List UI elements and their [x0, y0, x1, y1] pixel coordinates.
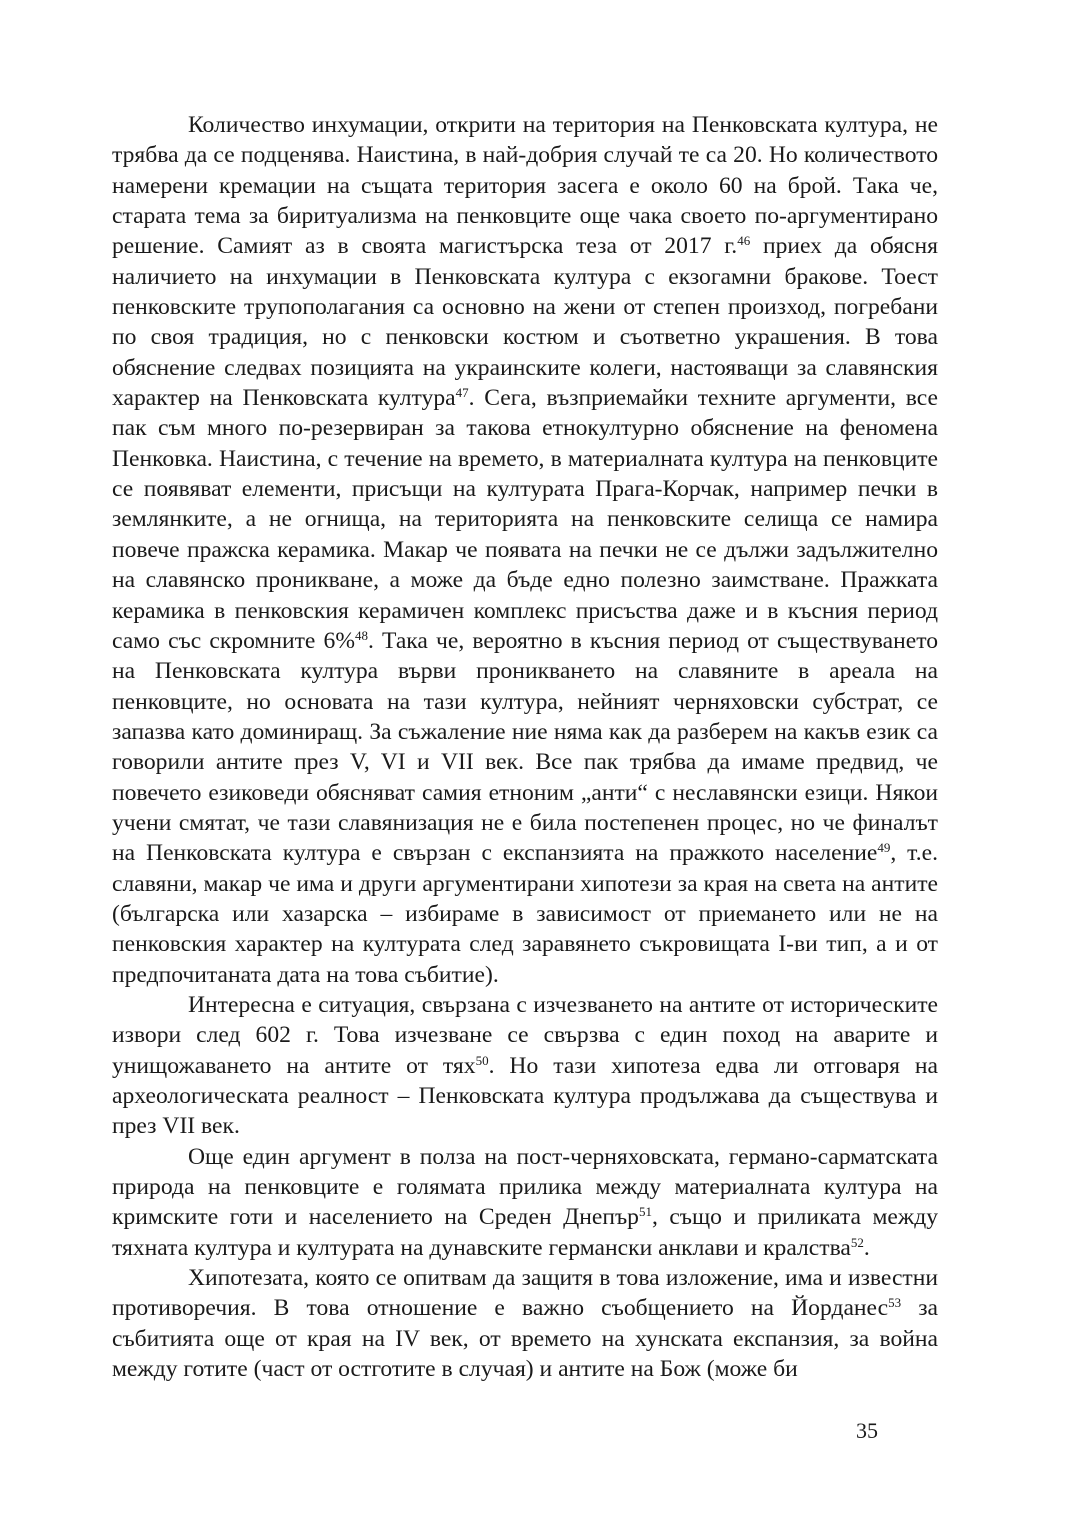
- text-run: Интересна е ситуация, свързана с изчезването на антите от историческите извори след 602 г. Това изчезване се свързва с един поход на аварите и унищожаването на антите от тях: [112, 991, 938, 1079]
- text-run: . Така че, вероятно в късния период от съществуването на Пенковската култура върви проникването на славяните в ареала на пенковците, но основата на тази култура, нейният черняховски субстрат, се запазва като доминиращ. За съжаление ние няма как да разберем на какъв език са говорили антите през V, VI и VII век. Все пак трябва да имаме предвид, че повечето езиковеди обясняват самия етноним „анти“ с неславянски езици. Някои учени смятат, че тази славянизация не е била постепенен процес, но че финалът на Пенковската култура е свързан с експанзията на пражкото население: [112, 627, 938, 867]
- footnote-ref: 50: [475, 1052, 489, 1068]
- text-run: .: [863, 1234, 870, 1261]
- text-run: . Сега, възприемайки техните аргументи, все пак съм много по-резервиран за такова етнокултурно обяснение на феномена Пенковка. Наистина, с течение на времето, в материалната култура на пенковците се появяват елементи, присъщи на културата Прага-Корчак, например печки в землянките, а не огнища, на територията на пенковските селища се намира повече пражска керамика. Макар че появата на печки не се дължи задължително на славянско проникване, а може да бъде едно полезно заимстване. Пражката керамика в пенковския керамичен комплекс присъства даже и в късния период само със скромните 6%: [112, 385, 938, 654]
- paragraph-4: [112, 1263, 938, 1384]
- footnote-ref: 48: [354, 627, 368, 643]
- footnote-ref: 47: [455, 385, 469, 401]
- footnote-ref: 53: [888, 1295, 902, 1311]
- text-run: , също и приликата между тяхната култура и културата на дунавските германски анклави и кралства: [112, 1204, 939, 1261]
- footnote-ref: 49: [877, 840, 891, 856]
- paragraph-3: [112, 1142, 938, 1263]
- page-number: 35: [856, 1418, 878, 1443]
- text-run: Хипотезата, която се опитвам да защитя в това изложение, има и известни противоречия. В това отношение е важно съобщението на Йорданес: [112, 1265, 938, 1322]
- page-body: [112, 110, 938, 1384]
- footnote-ref: 51: [638, 1204, 652, 1220]
- footnote-ref: 52: [850, 1234, 864, 1250]
- text-run: Количество инхумации, открити на територия на Пенковската култура, не трябва да се подценява. Наистина, в най-добрия случай те са 20. Но количеството намерени кремации на същата територия засега е около 60 на брой. Така че, старата тема за биритуализма на пенковците още чака своето по-аргументирано решение. Самият аз в своята магистърска теза от 2017 г.: [112, 112, 938, 260]
- text-run: приех да обясня наличието на инхумации в Пенковската култура с екзогамни бракове. Тоест пенковските трупополагания са основно на жени от степен произход, погребани по своя традиция, но с пенковски костюм и съответно украшения. В това обяснение следвах позицията на украинските колеги, настояващи за славянския характер на Пенковската култура: [112, 233, 938, 412]
- paragraph-2: [112, 990, 938, 1142]
- text-run: . Но тази хипотеза едва ли отговаря на археологическата реалност – Пенковската култура продължава да съществува и през VII век.: [112, 1052, 938, 1140]
- text-run: , т.е. славяни, макар че има и други аргументирани хипотези за края на света на антите (българска или хазарска – избираме в зависимост от приемането или не на пенковския характер на културата след заравянето съкровищата I-ви тип, а и от предпочитаната дата на това събитие).: [112, 840, 938, 988]
- text-run: за събитията още от края на IV век, от времето на хунската експанзия, за война между готите (част от остготите в случая) и антите на Бож (може би: [112, 1295, 938, 1383]
- text-run: Още един аргумент в полза на пост-черняховската, германо-сарматската природа на пенковците е голямата прилика между материалната култура на кримските готи и населението на Среден Днепър: [112, 1143, 938, 1231]
- footnote-ref: 46: [737, 233, 751, 249]
- paragraph-1: [112, 110, 938, 990]
